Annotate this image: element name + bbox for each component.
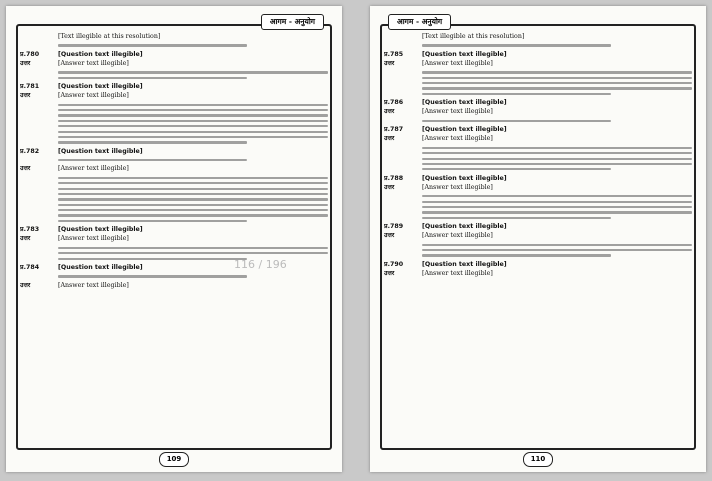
answer-label: उत्तर <box>384 108 395 116</box>
text-lines-placeholder <box>58 177 328 222</box>
block-text: [Question text illegible] <box>58 147 143 155</box>
page-indicator-watermark: 116 / 196 <box>234 258 287 271</box>
block-text: [Question text illegible] <box>422 223 507 231</box>
right-page-number: 110 <box>523 452 553 467</box>
question-row <box>384 222 692 231</box>
text-line <box>58 193 328 195</box>
answer-label: उत्तर <box>20 165 31 173</box>
block-text: [Answer text illegible] <box>422 270 493 278</box>
answer-label: उत्तर <box>384 59 395 67</box>
question-row <box>384 125 692 134</box>
text-lines-placeholder <box>422 120 692 122</box>
answer-row <box>384 59 692 98</box>
answer-text <box>422 59 692 98</box>
text-lines-placeholder <box>58 247 328 260</box>
text-line <box>58 182 328 184</box>
block-text: [Answer text illegible] <box>58 235 129 243</box>
answer-text <box>58 59 328 82</box>
answer-label: उत्तर <box>20 59 31 67</box>
question-number: प्र.783 <box>20 226 40 234</box>
answer-text <box>58 164 328 225</box>
left-page-content <box>20 32 328 444</box>
question-row <box>20 50 328 59</box>
block-text: [Question text illegible] <box>58 50 143 58</box>
text-line <box>58 77 247 79</box>
text-lines-placeholder <box>58 159 328 161</box>
right-page <box>370 6 706 472</box>
question-text <box>422 222 692 231</box>
block-text: [Question text illegible] <box>58 226 143 234</box>
text-line <box>422 254 611 256</box>
text-line <box>58 258 247 260</box>
answer-label: उत्तर <box>20 92 31 100</box>
question-text <box>422 174 692 183</box>
question-text <box>58 225 328 234</box>
text-line <box>422 87 692 89</box>
text-line <box>422 77 692 79</box>
text-line <box>58 214 328 216</box>
text-line <box>58 177 328 179</box>
question-text <box>58 263 328 281</box>
text-line <box>58 136 328 138</box>
answer-row <box>384 183 692 222</box>
answer-row <box>20 91 328 146</box>
answer-text <box>422 32 692 50</box>
text-line <box>58 188 328 190</box>
question-row <box>384 50 692 59</box>
block-text: [Question text illegible] <box>58 83 143 91</box>
block-text: [Text illegible at this resolution] <box>422 33 525 40</box>
question-row <box>384 260 692 269</box>
block-text: [Answer text illegible] <box>422 232 493 240</box>
question-number: प्र.787 <box>384 126 404 134</box>
text-line <box>422 206 692 208</box>
text-lines-placeholder <box>58 275 328 277</box>
text-line <box>58 104 328 106</box>
text-line <box>58 141 247 143</box>
left-page-number: 109 <box>159 452 189 467</box>
block-text: [Answer text illegible] <box>58 92 129 100</box>
question-number: प्र.784 <box>20 263 40 271</box>
question-number: प्र.786 <box>384 99 404 107</box>
text-line <box>422 120 611 122</box>
block-text: [Question text illegible] <box>422 260 507 268</box>
block-text: [Text illegible at this resolution] <box>58 33 161 40</box>
text-lines-placeholder <box>422 195 692 219</box>
text-line <box>58 131 328 133</box>
answer-label: उत्तर <box>384 135 395 143</box>
answer-text <box>422 231 692 260</box>
answer-label: उत्तर <box>384 270 395 278</box>
answer-row <box>384 32 692 50</box>
question-row <box>20 82 328 91</box>
block-text: [Question text illegible] <box>422 99 507 107</box>
answer-row <box>384 269 692 278</box>
answer-text <box>422 269 692 278</box>
text-line <box>422 71 692 73</box>
block-text: [Answer text illegible] <box>422 59 493 67</box>
text-line <box>58 159 247 161</box>
question-row <box>20 225 328 234</box>
text-lines-placeholder <box>422 44 692 46</box>
text-line <box>58 71 328 73</box>
answer-row <box>384 107 692 125</box>
block-text: [Question text illegible] <box>422 50 507 58</box>
block-text: [Question text illegible] <box>422 174 507 182</box>
right-page-header: आगम - अनुयोग <box>388 14 451 30</box>
question-number: प्र.789 <box>384 223 404 231</box>
text-lines-placeholder <box>422 147 692 171</box>
text-line <box>422 195 692 197</box>
block-text: [Answer text illegible] <box>422 183 493 191</box>
question-row <box>384 98 692 107</box>
text-line <box>58 125 328 127</box>
block-text: [Answer text illegible] <box>58 281 129 289</box>
text-line <box>422 217 611 219</box>
answer-text <box>58 32 328 50</box>
text-lines-placeholder <box>58 71 328 79</box>
text-lines-placeholder <box>422 244 692 257</box>
answer-row <box>20 32 328 50</box>
question-text <box>422 125 692 134</box>
block-text: [Question text illegible] <box>422 126 507 134</box>
block-text: [Answer text illegible] <box>58 59 129 67</box>
answer-label <box>384 32 418 50</box>
text-line <box>58 252 328 254</box>
text-line <box>422 168 611 170</box>
text-line <box>58 275 247 277</box>
answer-label: उत्तर <box>20 235 31 243</box>
answer-row <box>384 231 692 260</box>
block-text: [Answer text illegible] <box>422 135 493 143</box>
question-text <box>422 260 692 269</box>
question-number: प्र.790 <box>384 260 404 268</box>
answer-text <box>58 281 328 290</box>
text-lines-placeholder <box>58 104 328 144</box>
text-line <box>422 211 692 213</box>
question-row <box>384 174 692 183</box>
answer-label <box>20 32 54 50</box>
question-text <box>58 147 328 165</box>
question-number: प्र.788 <box>384 174 404 182</box>
answer-row <box>20 59 328 82</box>
text-line <box>58 44 247 46</box>
text-line <box>422 147 692 149</box>
question-number: प्र.780 <box>20 50 40 58</box>
text-line <box>58 198 328 200</box>
text-line <box>58 109 328 111</box>
question-number: प्र.781 <box>20 83 40 91</box>
text-line <box>422 152 692 154</box>
left-page <box>6 6 342 472</box>
left-page-header: आगम - अनुयोग <box>261 14 324 30</box>
answer-text <box>58 234 328 263</box>
text-line <box>58 220 247 222</box>
text-line <box>58 114 328 116</box>
question-number: प्र.785 <box>384 50 404 58</box>
text-line <box>58 204 328 206</box>
text-line <box>422 93 611 95</box>
text-line <box>58 120 328 122</box>
text-lines-placeholder <box>58 44 328 46</box>
question-text <box>422 50 692 59</box>
text-line <box>58 209 328 211</box>
text-line <box>422 163 692 165</box>
question-number: प्र.782 <box>20 147 40 155</box>
text-line <box>422 244 692 246</box>
question-text <box>58 82 328 91</box>
block-text: [Answer text illegible] <box>422 108 493 116</box>
answer-label: उत्तर <box>384 232 395 240</box>
block-text: [Question text illegible] <box>58 263 143 271</box>
answer-text <box>422 134 692 173</box>
text-line <box>422 249 692 251</box>
answer-row <box>384 134 692 173</box>
block-text: [Answer text illegible] <box>58 165 129 173</box>
answer-text <box>58 91 328 146</box>
text-lines-placeholder <box>422 71 692 95</box>
right-page-content <box>384 32 692 444</box>
text-line <box>422 158 692 160</box>
question-text <box>58 50 328 59</box>
text-line <box>422 44 611 46</box>
answer-label: उत्तर <box>20 281 31 289</box>
question-text <box>422 98 692 107</box>
text-line <box>422 201 692 203</box>
answer-text <box>422 183 692 222</box>
answer-row <box>20 281 328 290</box>
question-row <box>20 147 328 165</box>
answer-text <box>422 107 692 125</box>
answer-row <box>20 164 328 225</box>
answer-label: उत्तर <box>384 183 395 191</box>
text-line <box>58 247 328 249</box>
text-line <box>422 82 692 84</box>
